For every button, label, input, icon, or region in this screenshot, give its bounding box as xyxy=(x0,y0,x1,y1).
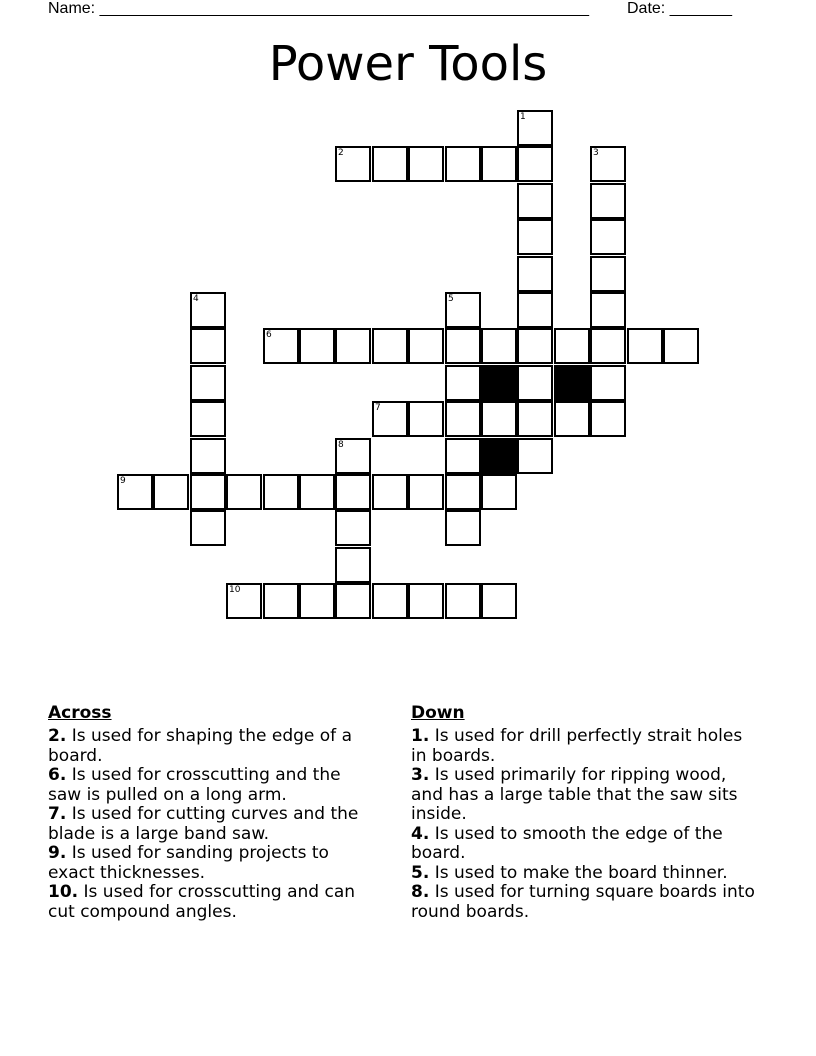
grid-cell[interactable] xyxy=(517,438,553,474)
down-clue-4 xyxy=(411,825,761,864)
grid-cell[interactable] xyxy=(190,401,226,437)
clue-number: 2. xyxy=(48,726,67,746)
clue-number: 1. xyxy=(411,726,430,746)
black-square xyxy=(554,365,590,401)
grid-cell[interactable] xyxy=(299,583,335,619)
grid-cell[interactable] xyxy=(190,474,226,510)
black-square xyxy=(481,438,517,474)
grid-cell[interactable] xyxy=(408,146,444,182)
cell-number: 4 xyxy=(193,294,199,304)
clue-text: Is used for crosscutting and the saw is pulled on a long arm. xyxy=(48,765,341,805)
grid-cell[interactable] xyxy=(590,219,626,255)
grid-cell[interactable] xyxy=(627,328,663,364)
grid-cell[interactable] xyxy=(408,583,444,619)
grid-cell[interactable] xyxy=(590,328,626,364)
clue-number: 8. xyxy=(411,882,430,902)
grid-cell[interactable] xyxy=(153,474,189,510)
grid-cell[interactable] xyxy=(190,328,226,364)
name-line: Name: _______________________________________________________ xyxy=(48,0,589,17)
clue-text: Is used for shaping the edge of a board. xyxy=(48,726,352,766)
date-line: Date: _______ xyxy=(627,0,732,17)
grid-cell[interactable] xyxy=(335,438,371,474)
down-clues xyxy=(411,703,761,922)
grid-cell[interactable] xyxy=(335,510,371,546)
grid-cell[interactable] xyxy=(517,110,553,146)
grid-cell[interactable] xyxy=(445,328,481,364)
grid-cell[interactable] xyxy=(445,401,481,437)
grid-cell[interactable] xyxy=(263,474,299,510)
clue-number: 3. xyxy=(411,765,430,785)
black-square xyxy=(481,365,517,401)
grid-cell[interactable] xyxy=(445,474,481,510)
across-clue-6 xyxy=(48,766,378,805)
grid-cell[interactable] xyxy=(590,183,626,219)
cell-number: 1 xyxy=(520,112,526,122)
clue-text: Is used to make the board thinner. xyxy=(434,862,728,883)
cell-number: 7 xyxy=(375,403,381,413)
grid-cell[interactable] xyxy=(481,328,517,364)
cell-number: 8 xyxy=(338,440,344,450)
clue-number: 10. xyxy=(48,882,79,902)
cell-number: 10 xyxy=(229,585,241,595)
clue-number: 4. xyxy=(411,823,430,844)
grid-cell[interactable] xyxy=(663,328,699,364)
down-clue-1 xyxy=(411,727,761,766)
grid-cell[interactable] xyxy=(517,292,553,328)
grid-cell[interactable] xyxy=(190,365,226,401)
grid-cell[interactable] xyxy=(299,474,335,510)
grid-cell[interactable] xyxy=(590,256,626,292)
across-clues xyxy=(48,703,378,922)
grid-cell[interactable] xyxy=(445,146,481,182)
grid-cell[interactable] xyxy=(445,438,481,474)
grid-cell[interactable] xyxy=(590,292,626,328)
grid-cell[interactable] xyxy=(590,365,626,401)
cell-number: 9 xyxy=(120,476,126,486)
down-heading: Down xyxy=(411,703,465,723)
grid-cell[interactable] xyxy=(517,219,553,255)
grid-cell[interactable] xyxy=(263,583,299,619)
grid-cell[interactable] xyxy=(517,401,553,437)
grid-cell[interactable] xyxy=(190,438,226,474)
grid-cell[interactable] xyxy=(299,328,335,364)
clue-number: 5. xyxy=(411,862,430,883)
grid-cell[interactable] xyxy=(445,583,481,619)
grid-cell[interactable] xyxy=(554,328,590,364)
across-clue-10 xyxy=(48,883,378,922)
cell-number: 6 xyxy=(266,330,272,340)
grid-cell[interactable] xyxy=(335,583,371,619)
across-clue-7 xyxy=(48,805,378,844)
grid-cell[interactable] xyxy=(335,328,371,364)
grid-cell[interactable] xyxy=(117,474,153,510)
down-clue-8 xyxy=(411,883,761,922)
grid-cell[interactable] xyxy=(481,474,517,510)
clue-number: 7. xyxy=(48,804,67,824)
clue-text: Is used for drill perfectly strait holes in boards. xyxy=(411,726,743,766)
grid-cell[interactable] xyxy=(335,146,371,182)
clue-text: Is used for sanding projects to exact thicknesses. xyxy=(48,843,329,883)
across-clue-9 xyxy=(48,844,378,883)
grid-cell[interactable] xyxy=(481,401,517,437)
grid-cell[interactable] xyxy=(226,583,262,619)
grid-cell[interactable] xyxy=(445,292,481,328)
grid-cell[interactable] xyxy=(517,183,553,219)
grid-cell[interactable] xyxy=(517,365,553,401)
grid-cell[interactable] xyxy=(372,583,408,619)
grid-cell[interactable] xyxy=(372,401,408,437)
grid-cell[interactable] xyxy=(408,401,444,437)
cell-number: 3 xyxy=(593,148,599,158)
grid-cell[interactable] xyxy=(408,474,444,510)
clue-text: Is used for cutting curves and the blade is a large band saw. xyxy=(48,804,359,844)
cell-number: 2 xyxy=(338,148,344,158)
grid-cell[interactable] xyxy=(263,328,299,364)
grid-cell[interactable] xyxy=(190,510,226,546)
page-title: Power Tools xyxy=(268,36,548,92)
grid-cell[interactable] xyxy=(445,365,481,401)
clue-text: Is used for crosscutting and can cut compound angles. xyxy=(48,882,356,922)
across-heading: Across xyxy=(48,703,112,723)
grid-cell[interactable] xyxy=(590,401,626,437)
grid-cell[interactable] xyxy=(517,256,553,292)
grid-cell[interactable] xyxy=(445,510,481,546)
down-clue-3 xyxy=(411,766,761,825)
grid-cell[interactable] xyxy=(517,146,553,182)
grid-cell[interactable] xyxy=(372,328,408,364)
grid-cell[interactable] xyxy=(335,474,371,510)
grid-cell[interactable] xyxy=(481,583,517,619)
grid-cell[interactable] xyxy=(372,146,408,182)
grid-cell[interactable] xyxy=(590,146,626,182)
grid-cell[interactable] xyxy=(335,547,371,583)
grid-cell[interactable] xyxy=(190,292,226,328)
clue-text: Is used for turning square boards into round boards. xyxy=(411,882,755,922)
grid-cell[interactable] xyxy=(226,474,262,510)
grid-cell[interactable] xyxy=(517,328,553,364)
grid-cell[interactable] xyxy=(481,146,517,182)
grid-cell[interactable] xyxy=(408,328,444,364)
clue-number: 9. xyxy=(48,843,67,863)
down-clue-5 xyxy=(411,864,761,884)
clue-text: Is used to smooth the edge of the board. xyxy=(411,823,723,863)
across-clue-2 xyxy=(48,727,378,766)
clue-text: Is used primarily for ripping wood, and has a large table that the saw sits inside. xyxy=(411,765,738,824)
grid-cell[interactable] xyxy=(554,401,590,437)
clue-number: 6. xyxy=(48,765,67,785)
grid-cell[interactable] xyxy=(372,474,408,510)
cell-number: 5 xyxy=(448,294,454,304)
